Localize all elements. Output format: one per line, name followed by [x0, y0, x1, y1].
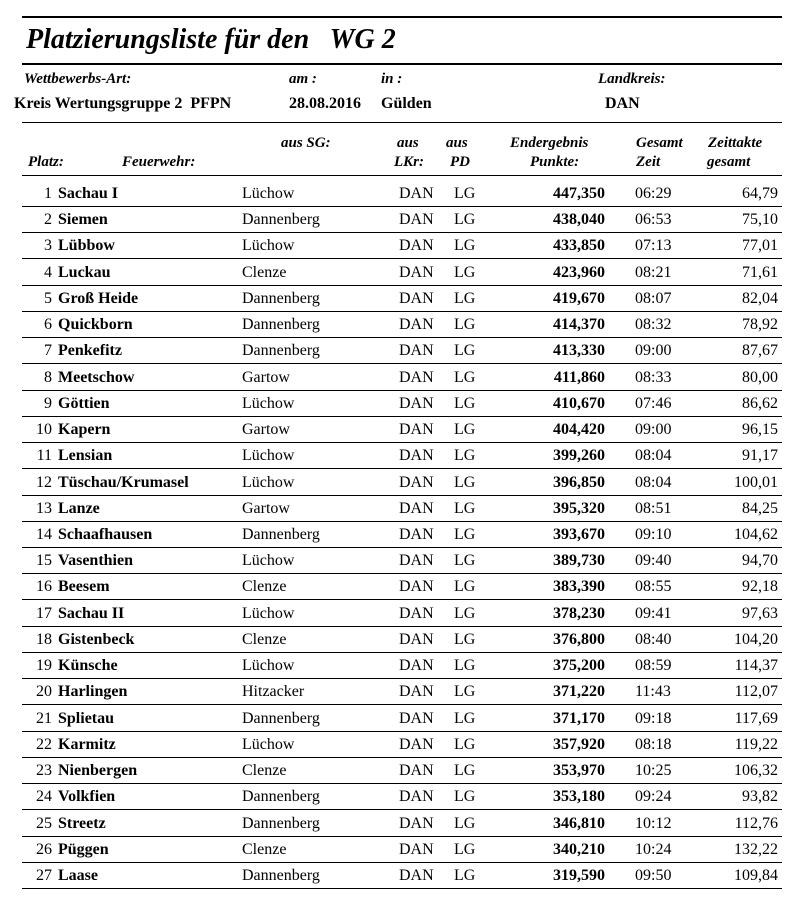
- row-feuerwehr: Lübbow: [58, 237, 115, 255]
- row-aus-sg: Gartow: [242, 368, 290, 386]
- row-platz: 24: [36, 788, 52, 806]
- row-punkte: 371,220: [553, 683, 605, 701]
- row-gesamt-zeit: 08:32: [635, 316, 672, 334]
- row-aus-pd: LG: [454, 421, 476, 439]
- row-aus-sg: Lüchow: [242, 552, 295, 570]
- row-aus-sg: Lüchow: [242, 657, 295, 675]
- table-row: [22, 180, 782, 207]
- row-aus-pd: LG: [454, 630, 476, 648]
- row-aus-pd: LG: [454, 552, 476, 570]
- row-gesamt-zeit: 09:24: [635, 788, 672, 806]
- row-punkte: 399,260: [553, 447, 605, 465]
- header-gesamt: Gesamt: [636, 135, 683, 151]
- row-aus-sg: Lüchow: [242, 237, 295, 255]
- header-rule: [22, 175, 782, 176]
- row-feuerwehr: Luckau: [58, 263, 111, 281]
- meta-rule: [22, 122, 782, 123]
- row-aus-sg: Lüchow: [242, 473, 295, 491]
- row-feuerwehr: Schaafhausen: [58, 525, 153, 543]
- row-punkte: 395,320: [553, 499, 605, 517]
- row-aus-pd: LG: [454, 866, 476, 884]
- row-punkte: 340,210: [553, 840, 605, 858]
- table-row: [22, 600, 782, 627]
- row-platz: 14: [36, 525, 52, 543]
- row-aus-pd: LG: [454, 473, 476, 491]
- row-gesamt-zeit: 09:50: [635, 866, 672, 884]
- header-aus-pd-bottom: PD: [450, 154, 470, 170]
- row-gesamt-zeit: 08:04: [635, 447, 672, 465]
- row-aus-lkr: DAN: [399, 394, 434, 412]
- row-aus-sg: Dannenberg: [242, 211, 320, 229]
- row-aus-lkr: DAN: [399, 604, 434, 622]
- row-platz: 10: [36, 421, 52, 439]
- row-aus-lkr: DAN: [399, 552, 434, 570]
- row-zeittakte: 71,61: [742, 263, 778, 281]
- row-punkte: 438,040: [553, 211, 605, 229]
- row-feuerwehr: Beesem: [58, 578, 110, 596]
- row-gesamt-zeit: 09:00: [635, 421, 672, 439]
- row-punkte: 410,670: [553, 394, 605, 412]
- row-zeittakte: 114,37: [734, 657, 778, 675]
- table-row: [22, 311, 782, 338]
- row-feuerwehr: Siemen: [58, 211, 108, 229]
- row-platz: 13: [36, 499, 52, 517]
- row-feuerwehr: Karmitz: [58, 735, 116, 753]
- row-aus-sg: Lüchow: [242, 394, 295, 412]
- row-aus-lkr: DAN: [399, 630, 434, 648]
- row-aus-lkr: DAN: [399, 342, 434, 360]
- row-platz: 15: [36, 552, 52, 570]
- row-zeittakte: 96,15: [742, 421, 778, 439]
- landkreis-value: DAN: [605, 95, 640, 112]
- row-aus-lkr: DAN: [399, 237, 434, 255]
- row-punkte: 357,920: [553, 735, 605, 753]
- row-aus-lkr: DAN: [399, 525, 434, 543]
- row-zeittakte: 112,07: [734, 683, 778, 701]
- row-aus-sg: Dannenberg: [242, 866, 320, 884]
- row-aus-lkr: DAN: [399, 289, 434, 307]
- row-aus-sg: Dannenberg: [242, 525, 320, 543]
- row-aus-pd: LG: [454, 211, 476, 229]
- in-label: in :: [381, 71, 403, 87]
- row-punkte: 376,800: [553, 630, 605, 648]
- row-aus-lkr: DAN: [399, 840, 434, 858]
- row-platz: 27: [36, 866, 52, 884]
- table-row: [22, 678, 782, 705]
- row-punkte: 419,670: [553, 289, 605, 307]
- row-aus-sg: Lüchow: [242, 447, 295, 465]
- row-gesamt-zeit: 10:24: [635, 840, 672, 858]
- row-platz: 21: [36, 709, 52, 727]
- row-punkte: 411,860: [553, 368, 605, 386]
- row-zeittakte: 104,62: [734, 525, 778, 543]
- header-aus-sg: aus SG:: [281, 135, 331, 151]
- row-aus-pd: LG: [454, 289, 476, 307]
- am-label: am :: [289, 71, 317, 87]
- row-zeittakte: 132,22: [734, 840, 778, 858]
- row-aus-sg: Dannenberg: [242, 788, 320, 806]
- row-aus-sg: Dannenberg: [242, 316, 320, 334]
- table-row: [22, 573, 782, 600]
- row-platz: 8: [44, 368, 52, 386]
- row-feuerwehr: Streetz: [58, 814, 106, 832]
- row-gesamt-zeit: 09:41: [635, 604, 672, 622]
- row-zeittakte: 78,92: [742, 316, 778, 334]
- row-aus-lkr: DAN: [399, 578, 434, 596]
- row-aus-lkr: DAN: [399, 814, 434, 832]
- row-punkte: 383,390: [553, 578, 605, 596]
- table-row: [22, 547, 782, 574]
- row-gesamt-zeit: 07:46: [635, 394, 672, 412]
- row-platz: 25: [36, 814, 52, 832]
- row-aus-sg: Clenze: [242, 840, 287, 858]
- row-zeittakte: 91,17: [742, 447, 778, 465]
- row-feuerwehr: Kapern: [58, 421, 111, 439]
- row-gesamt-zeit: 09:18: [635, 709, 672, 727]
- row-punkte: 319,590: [553, 866, 605, 884]
- row-zeittakte: 84,25: [742, 499, 778, 517]
- row-platz: 4: [44, 263, 52, 281]
- row-aus-sg: Clenze: [242, 762, 287, 780]
- row-aus-pd: LG: [454, 499, 476, 517]
- row-feuerwehr: Nienbergen: [58, 762, 138, 780]
- row-aus-pd: LG: [454, 394, 476, 412]
- row-aus-pd: LG: [454, 840, 476, 858]
- row-zeittakte: 64,79: [742, 185, 778, 202]
- row-feuerwehr: Göttien: [58, 394, 110, 412]
- row-aus-lkr: DAN: [399, 499, 434, 517]
- row-aus-lkr: DAN: [399, 316, 434, 334]
- row-aus-lkr: DAN: [399, 473, 434, 491]
- row-platz: 6: [44, 316, 52, 334]
- row-platz: 2: [44, 211, 52, 229]
- row-gesamt-zeit: 09:00: [635, 342, 672, 360]
- row-aus-lkr: DAN: [399, 211, 434, 229]
- row-zeittakte: 109,84: [734, 866, 778, 884]
- row-gesamt-zeit: 09:10: [635, 525, 672, 543]
- row-aus-sg: Lüchow: [242, 735, 295, 753]
- row-aus-lkr: DAN: [399, 421, 434, 439]
- row-aus-pd: LG: [454, 368, 476, 386]
- wettbewerb-label: Wettbewerbs-Art:: [24, 71, 132, 87]
- row-gesamt-zeit: 06:29: [635, 185, 672, 202]
- row-platz: 7: [44, 342, 52, 360]
- row-zeittakte: 112,76: [734, 814, 778, 832]
- row-platz: 19: [36, 657, 52, 675]
- row-punkte: 404,420: [553, 421, 605, 439]
- row-punkte: 371,170: [553, 709, 605, 727]
- row-punkte: 414,370: [553, 316, 605, 334]
- row-zeittakte: 75,10: [742, 211, 778, 229]
- row-aus-sg: Lüchow: [242, 604, 295, 622]
- row-aus-pd: LG: [454, 525, 476, 543]
- row-aus-pd: LG: [454, 578, 476, 596]
- row-aus-sg: Gartow: [242, 499, 290, 517]
- row-feuerwehr: Gistenbeck: [58, 630, 135, 648]
- row-aus-lkr: DAN: [399, 185, 434, 202]
- row-punkte: 378,230: [553, 604, 605, 622]
- row-punkte: 389,730: [553, 552, 605, 570]
- wettbewerb-value: Kreis Wertungsgruppe 2 PFPN: [14, 95, 232, 112]
- header-endergebnis: Endergebnis: [510, 135, 589, 151]
- row-feuerwehr: Meetschow: [58, 368, 135, 386]
- row-zeittakte: 87,67: [742, 342, 778, 360]
- am-value: 28.08.2016: [289, 95, 361, 112]
- row-aus-sg: Dannenberg: [242, 709, 320, 727]
- row-aus-lkr: DAN: [399, 447, 434, 465]
- row-zeittakte: 92,18: [742, 578, 778, 596]
- table-row: [22, 232, 782, 259]
- row-aus-lkr: DAN: [399, 788, 434, 806]
- row-zeittakte: 97,63: [742, 604, 778, 622]
- table-row: [22, 390, 782, 417]
- row-aus-lkr: DAN: [399, 263, 434, 281]
- row-aus-sg: Hitzacker: [242, 683, 305, 701]
- header-gesamt-takte: gesamt: [707, 154, 751, 170]
- row-platz: 3: [44, 237, 52, 255]
- row-aus-pd: LG: [454, 735, 476, 753]
- row-feuerwehr: Tüschau/Krumasel: [58, 473, 189, 491]
- row-platz: 22: [36, 735, 52, 753]
- row-aus-pd: LG: [454, 447, 476, 465]
- row-platz: 26: [36, 840, 52, 858]
- table-row: [22, 259, 782, 286]
- row-feuerwehr: Sachau I: [58, 185, 119, 202]
- row-platz: 23: [36, 762, 52, 780]
- row-aus-pd: LG: [454, 316, 476, 334]
- row-gesamt-zeit: 08:40: [635, 630, 672, 648]
- row-feuerwehr: Groß Heide: [58, 289, 139, 307]
- row-feuerwehr: Lanze: [58, 499, 100, 517]
- row-zeittakte: 104,20: [734, 630, 778, 648]
- row-aus-pd: LG: [454, 762, 476, 780]
- row-platz: 17: [36, 604, 52, 622]
- row-zeittakte: 93,82: [742, 788, 778, 806]
- header-aus-pd-top: aus: [446, 135, 468, 151]
- row-feuerwehr: Penkefitz: [58, 342, 122, 360]
- table-row: [22, 862, 782, 889]
- row-feuerwehr: Sachau II: [58, 604, 125, 622]
- table-row: [22, 757, 782, 784]
- table-row: [22, 836, 782, 863]
- table-row: [22, 521, 782, 548]
- row-gesamt-zeit: 06:53: [635, 211, 672, 229]
- row-feuerwehr: Harlingen: [58, 683, 128, 701]
- row-aus-pd: LG: [454, 709, 476, 727]
- row-aus-sg: Dannenberg: [242, 289, 320, 307]
- row-aus-sg: Gartow: [242, 421, 290, 439]
- row-feuerwehr: Künsche: [58, 657, 118, 675]
- header-punkte: Punkte:: [530, 154, 580, 170]
- row-feuerwehr: Volkfien: [58, 788, 116, 806]
- header-feuerwehr: Feuerwehr:: [122, 154, 196, 170]
- row-gesamt-zeit: 10:25: [635, 762, 672, 780]
- row-aus-lkr: DAN: [399, 762, 434, 780]
- table-row: [22, 495, 782, 522]
- row-feuerwehr: Lensian: [58, 447, 113, 465]
- table-row: [22, 810, 782, 837]
- row-punkte: 396,850: [553, 473, 605, 491]
- row-aus-sg: Clenze: [242, 630, 287, 648]
- row-aus-sg: Lüchow: [242, 185, 295, 202]
- top-rule: [22, 16, 782, 18]
- row-gesamt-zeit: 08:33: [635, 368, 672, 386]
- row-aus-sg: Dannenberg: [242, 342, 320, 360]
- row-punkte: 375,200: [553, 657, 605, 675]
- row-aus-lkr: DAN: [399, 866, 434, 884]
- row-zeittakte: 100,01: [734, 473, 778, 491]
- row-punkte: 423,960: [553, 263, 605, 281]
- row-punkte: 447,350: [553, 185, 605, 202]
- page-title: Platzierungsliste für den WG 2: [26, 24, 396, 55]
- row-gesamt-zeit: 08:59: [635, 657, 672, 675]
- row-aus-pd: LG: [454, 814, 476, 832]
- row-punkte: 353,970: [553, 762, 605, 780]
- table-row: [22, 705, 782, 732]
- row-aus-sg: Dannenberg: [242, 814, 320, 832]
- row-aus-lkr: DAN: [399, 709, 434, 727]
- row-zeittakte: 77,01: [742, 237, 778, 255]
- row-gesamt-zeit: 08:51: [635, 499, 672, 517]
- row-gesamt-zeit: 08:07: [635, 289, 672, 307]
- row-feuerwehr: Vasenthien: [58, 552, 133, 570]
- row-gesamt-zeit: 07:13: [635, 237, 672, 255]
- row-gesamt-zeit: 09:40: [635, 552, 672, 570]
- row-aus-sg: Clenze: [242, 578, 287, 596]
- header-zeittakte: Zeittakte: [708, 135, 763, 151]
- landkreis-label: Landkreis:: [598, 71, 666, 87]
- table-row: [22, 364, 782, 391]
- row-punkte: 413,330: [553, 342, 605, 360]
- row-gesamt-zeit: 08:55: [635, 578, 672, 596]
- row-zeittakte: 117,69: [734, 709, 778, 727]
- row-aus-sg: Clenze: [242, 263, 287, 281]
- row-gesamt-zeit: 08:18: [635, 735, 672, 753]
- header-zeit: Zeit: [636, 154, 661, 170]
- row-platz: 1: [44, 185, 52, 202]
- row-platz: 20: [36, 683, 52, 701]
- row-gesamt-zeit: 08:04: [635, 473, 672, 491]
- row-gesamt-zeit: 10:12: [635, 814, 672, 832]
- table-row: [22, 731, 782, 758]
- row-gesamt-zeit: 11:43: [635, 683, 671, 701]
- header-aus-lkr-bottom: LKr:: [394, 154, 424, 170]
- row-zeittakte: 106,32: [734, 762, 778, 780]
- table-row: [22, 206, 782, 233]
- row-zeittakte: 86,62: [742, 394, 778, 412]
- row-platz: 16: [36, 578, 52, 596]
- row-zeittakte: 80,00: [742, 368, 778, 386]
- row-aus-pd: LG: [454, 788, 476, 806]
- row-platz: 9: [44, 394, 52, 412]
- row-platz: 18: [36, 630, 52, 648]
- title-rule: [22, 63, 782, 65]
- row-punkte: 393,670: [553, 525, 605, 543]
- row-aus-pd: LG: [454, 683, 476, 701]
- row-aus-pd: LG: [454, 185, 476, 202]
- header-platz: Platz:: [28, 154, 64, 170]
- row-feuerwehr: Püggen: [58, 840, 109, 858]
- row-aus-lkr: DAN: [399, 657, 434, 675]
- table-row: [22, 783, 782, 810]
- row-zeittakte: 94,70: [742, 552, 778, 570]
- table-row: [22, 337, 782, 364]
- row-aus-lkr: DAN: [399, 683, 434, 701]
- row-feuerwehr: Splietau: [58, 709, 115, 727]
- table-row: [22, 442, 782, 469]
- table-row: [22, 652, 782, 679]
- row-platz: 12: [36, 473, 52, 491]
- table-row: [22, 626, 782, 653]
- table-row: [22, 285, 782, 312]
- row-aus-pd: LG: [454, 342, 476, 360]
- table-row: [22, 416, 782, 443]
- row-platz: 5: [44, 289, 52, 307]
- row-aus-pd: LG: [454, 263, 476, 281]
- table-row: [22, 469, 782, 496]
- row-feuerwehr: Laase: [58, 866, 98, 884]
- row-aus-lkr: DAN: [399, 368, 434, 386]
- row-platz: 11: [36, 447, 52, 465]
- row-aus-lkr: DAN: [399, 735, 434, 753]
- in-value: Gülden: [381, 95, 432, 112]
- row-punkte: 433,850: [553, 237, 605, 255]
- row-zeittakte: 82,04: [742, 289, 778, 307]
- row-aus-pd: LG: [454, 604, 476, 622]
- row-gesamt-zeit: 08:21: [635, 263, 672, 281]
- row-punkte: 346,810: [553, 814, 605, 832]
- row-feuerwehr: Quickborn: [58, 316, 133, 334]
- header-aus-lkr-top: aus: [397, 135, 419, 151]
- row-punkte: 353,180: [553, 788, 605, 806]
- row-aus-pd: LG: [454, 237, 476, 255]
- row-aus-pd: LG: [454, 657, 476, 675]
- row-zeittakte: 119,22: [734, 735, 778, 753]
